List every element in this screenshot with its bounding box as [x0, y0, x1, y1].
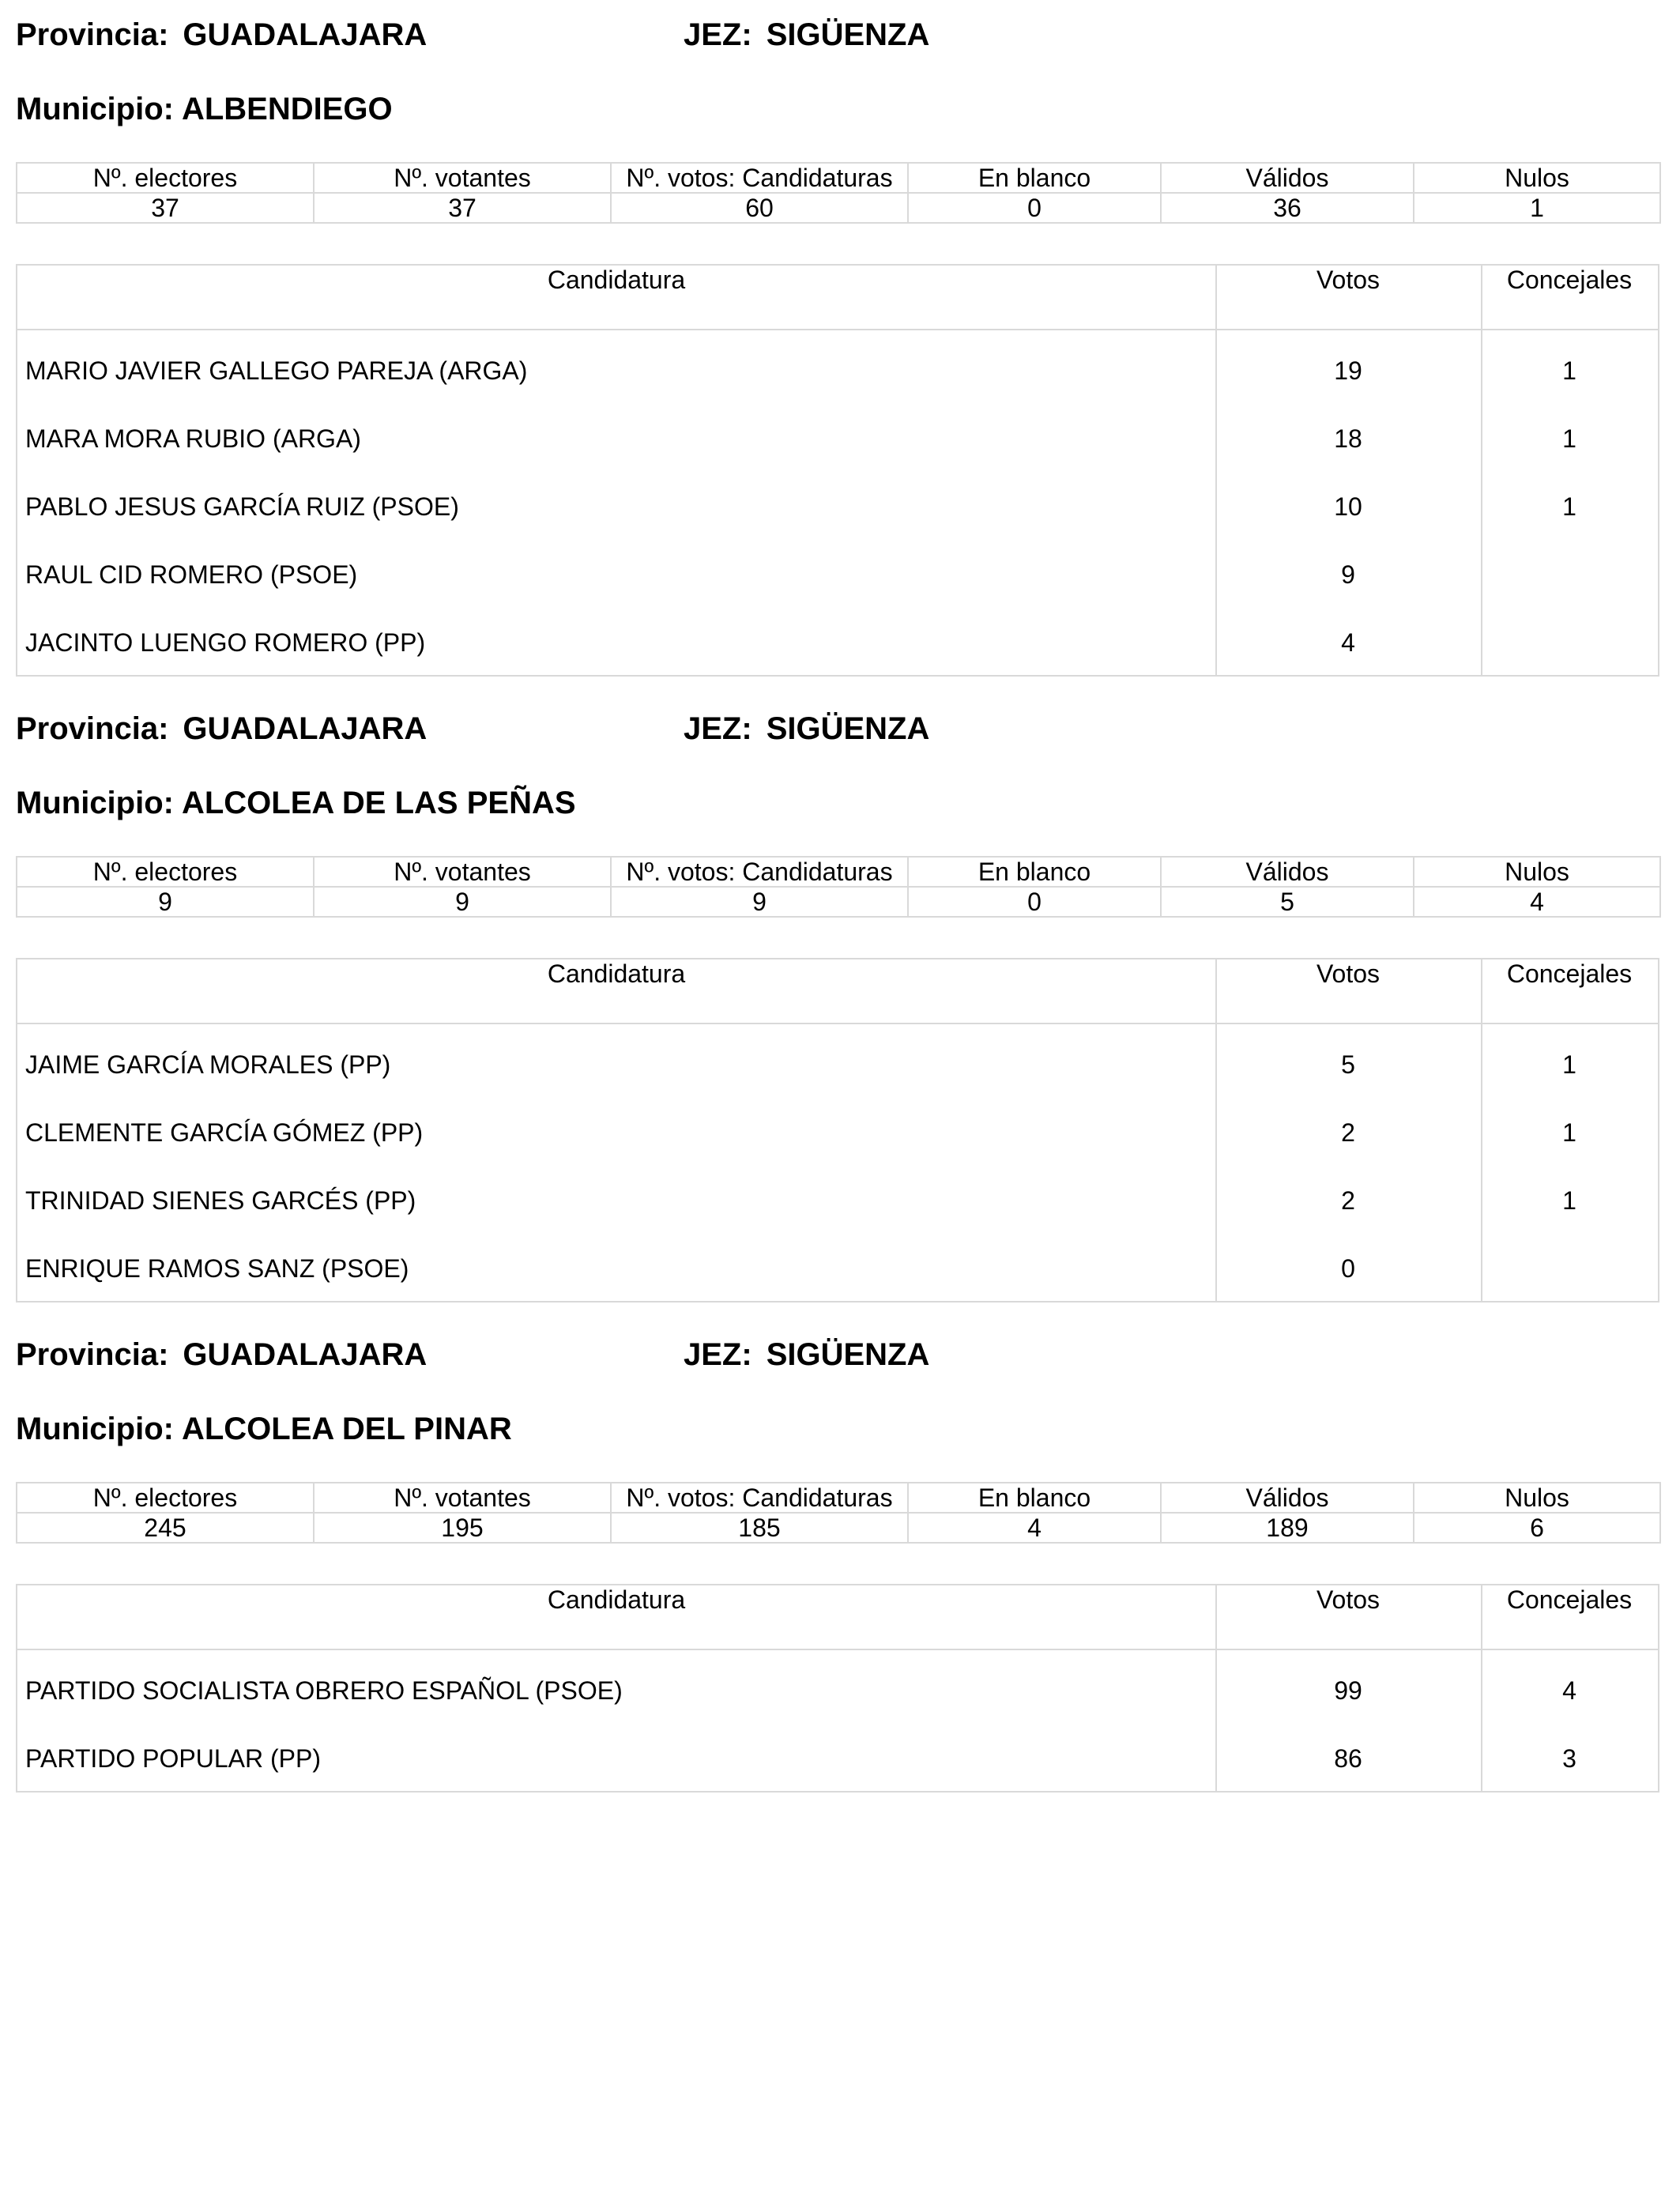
summary-header-cell: Válidos	[1161, 857, 1414, 887]
municipio-heading	[16, 90, 393, 128]
candidate-row	[17, 473, 1658, 541]
provincia-label: Provincia:	[16, 711, 169, 746]
summary-header-cell: Nulos	[1414, 163, 1660, 193]
jez-value: SIGÜENZA	[766, 711, 930, 746]
candidate-row	[17, 337, 1658, 405]
candidate-row	[17, 1657, 1658, 1725]
summary-value-row	[17, 1513, 1660, 1543]
summary-value-cell: 6	[1414, 1513, 1660, 1543]
candidate-votes: 0	[1341, 1254, 1355, 1283]
candidates-header-row	[17, 959, 1658, 1024]
summary-value-cell: 1	[1414, 193, 1660, 223]
candidate-row	[17, 1167, 1658, 1235]
summary-value-cell: 0	[908, 193, 1161, 223]
summary-value-cell: 195	[314, 1513, 611, 1543]
candidates-body	[17, 330, 1658, 677]
candidates-table	[16, 1584, 1659, 1793]
summary-value-cell: 5	[1161, 887, 1414, 917]
candidate-name: PARTIDO SOCIALISTA OBRERO ESPAÑOL (PSOE)	[25, 1676, 623, 1705]
provincia-heading	[16, 1336, 427, 1374]
provincia-label: Provincia:	[16, 17, 169, 52]
provincia-value: GUADALAJARA	[183, 711, 428, 746]
candidate-row	[17, 1235, 1658, 1302]
candidates-table	[16, 264, 1659, 677]
summary-header-cell: Nº. votos: Candidaturas	[611, 857, 908, 887]
candidate-votes: 99	[1334, 1676, 1362, 1705]
candidate-councillors	[1481, 541, 1658, 609]
municipio-label: Municipio:	[16, 92, 174, 126]
summary-header-cell: Nº. votantes	[314, 1483, 611, 1513]
jez-heading	[684, 710, 929, 748]
summary-header-cell: En blanco	[908, 163, 1161, 193]
summary-header-row	[17, 1483, 1660, 1513]
summary-header-row	[17, 857, 1660, 887]
candidate-councillors: 1	[1562, 1050, 1576, 1079]
candidates-header-row	[17, 1585, 1658, 1650]
summary-header-cell: Válidos	[1161, 163, 1414, 193]
summary-value-cell: 0	[908, 887, 1161, 917]
candidate-name: MARIO JAVIER GALLEGO PAREJA (ARGA)	[25, 356, 528, 385]
summary-value-cell: 60	[611, 193, 908, 223]
candidate-councillors	[1481, 1235, 1658, 1302]
summary-header-cell: Nº. votantes	[314, 163, 611, 193]
candidate-votes: 19	[1334, 356, 1362, 385]
candidate-name: TRINIDAD SIENES GARCÉS (PP)	[25, 1186, 416, 1215]
summary-table	[16, 1482, 1661, 1544]
candidate-votes: 10	[1334, 492, 1362, 521]
municipio-value: ALCOLEA DEL PINAR	[181, 1412, 512, 1446]
summary-value-cell: 9	[314, 887, 611, 917]
candidates-table	[16, 958, 1659, 1302]
provincia-heading	[16, 710, 427, 748]
header-candidatura: Candidatura	[547, 266, 686, 294]
candidate-name: PARTIDO POPULAR (PP)	[25, 1744, 321, 1773]
jez-label: JEZ:	[684, 1337, 752, 1372]
header-concejales: Concejales	[1506, 266, 1633, 294]
candidate-councillors: 3	[1562, 1744, 1576, 1773]
summary-value-cell: 37	[314, 193, 611, 223]
candidate-councillors: 1	[1562, 1118, 1576, 1147]
summary-value-cell: 9	[17, 887, 314, 917]
header-votos: Votos	[1316, 1585, 1381, 1614]
candidate-name: ENRIQUE RAMOS SANZ (PSOE)	[25, 1254, 409, 1283]
candidate-row	[17, 405, 1658, 473]
provincia-heading	[16, 16, 427, 54]
summary-header-cell: Nº. electores	[17, 857, 314, 887]
candidate-votes: 18	[1334, 424, 1362, 453]
municipio-value: ALBENDIEGO	[181, 92, 393, 126]
candidate-row	[17, 1099, 1658, 1167]
summary-header-cell: Nulos	[1414, 1483, 1660, 1513]
summary-header-cell: En blanco	[908, 1483, 1161, 1513]
provincia-value: GUADALAJARA	[183, 1337, 428, 1372]
summary-value-cell: 189	[1161, 1513, 1414, 1543]
candidate-votes: 2	[1341, 1118, 1355, 1147]
jez-label: JEZ:	[684, 711, 752, 746]
candidate-name: JACINTO LUENGO ROMERO (PP)	[25, 628, 426, 657]
candidate-votes: 86	[1334, 1744, 1362, 1773]
jez-heading	[684, 16, 929, 54]
candidate-row	[17, 609, 1658, 677]
header-concejales: Concejales	[1506, 959, 1633, 988]
jez-value: SIGÜENZA	[766, 1337, 930, 1372]
header-candidatura: Candidatura	[547, 959, 686, 988]
candidate-councillors: 1	[1562, 1186, 1576, 1215]
summary-table	[16, 856, 1661, 918]
summary-header-cell: En blanco	[908, 857, 1161, 887]
header-concejales: Concejales	[1506, 1585, 1633, 1614]
summary-value-row	[17, 887, 1660, 917]
candidate-row	[17, 541, 1658, 609]
summary-header-cell: Nº. votos: Candidaturas	[611, 1483, 908, 1513]
candidate-councillors: 1	[1562, 424, 1576, 453]
candidates-body	[17, 1650, 1658, 1793]
candidate-votes: 4	[1341, 628, 1355, 657]
summary-value-cell: 4	[908, 1513, 1161, 1543]
municipio-label: Municipio:	[16, 1412, 174, 1446]
jez-label: JEZ:	[684, 17, 752, 52]
candidate-councillors	[1481, 609, 1658, 677]
candidate-votes: 2	[1341, 1186, 1355, 1215]
candidates-header-row	[17, 266, 1658, 330]
municipio-value: ALCOLEA DE LAS PEÑAS	[181, 786, 576, 820]
summary-value-cell: 36	[1161, 193, 1414, 223]
header-votos: Votos	[1316, 959, 1381, 988]
candidate-name: PABLO JESUS GARCÍA RUIZ (PSOE)	[25, 492, 459, 521]
candidate-row	[17, 1031, 1658, 1099]
municipio-heading	[16, 784, 576, 822]
provincia-label: Provincia:	[16, 1337, 169, 1372]
candidates-body	[17, 1024, 1658, 1302]
candidate-votes: 9	[1341, 560, 1355, 589]
municipio-heading	[16, 1410, 512, 1448]
summary-value-cell: 9	[611, 887, 908, 917]
candidate-councillors: 1	[1562, 356, 1576, 385]
candidate-councillors: 1	[1562, 492, 1576, 521]
header-votos: Votos	[1316, 266, 1381, 294]
summary-value-cell: 185	[611, 1513, 908, 1543]
provincia-value: GUADALAJARA	[183, 17, 428, 52]
summary-header-cell: Nº. votos: Candidaturas	[611, 163, 908, 193]
jez-value: SIGÜENZA	[766, 17, 930, 52]
candidate-votes: 5	[1341, 1050, 1355, 1079]
summary-header-cell: Nº. electores	[17, 163, 314, 193]
summary-value-cell: 245	[17, 1513, 314, 1543]
candidate-name: RAUL CID ROMERO (PSOE)	[25, 560, 358, 589]
summary-table	[16, 162, 1661, 224]
candidate-name: JAIME GARCÍA MORALES (PP)	[25, 1050, 391, 1079]
summary-value-cell: 37	[17, 193, 314, 223]
header-candidatura: Candidatura	[547, 1585, 686, 1614]
summary-header-cell: Nulos	[1414, 857, 1660, 887]
candidate-name: CLEMENTE GARCÍA GÓMEZ (PP)	[25, 1118, 424, 1147]
municipio-label: Municipio:	[16, 786, 174, 820]
candidate-name: MARA MORA RUBIO (ARGA)	[25, 424, 361, 453]
summary-value-row	[17, 193, 1660, 223]
summary-header-row	[17, 163, 1660, 193]
jez-heading	[684, 1336, 929, 1374]
summary-header-cell: Nº. electores	[17, 1483, 314, 1513]
summary-header-cell: Válidos	[1161, 1483, 1414, 1513]
candidate-councillors: 4	[1562, 1676, 1576, 1705]
candidate-row	[17, 1725, 1658, 1793]
summary-header-cell: Nº. votantes	[314, 857, 611, 887]
summary-value-cell: 4	[1414, 887, 1660, 917]
